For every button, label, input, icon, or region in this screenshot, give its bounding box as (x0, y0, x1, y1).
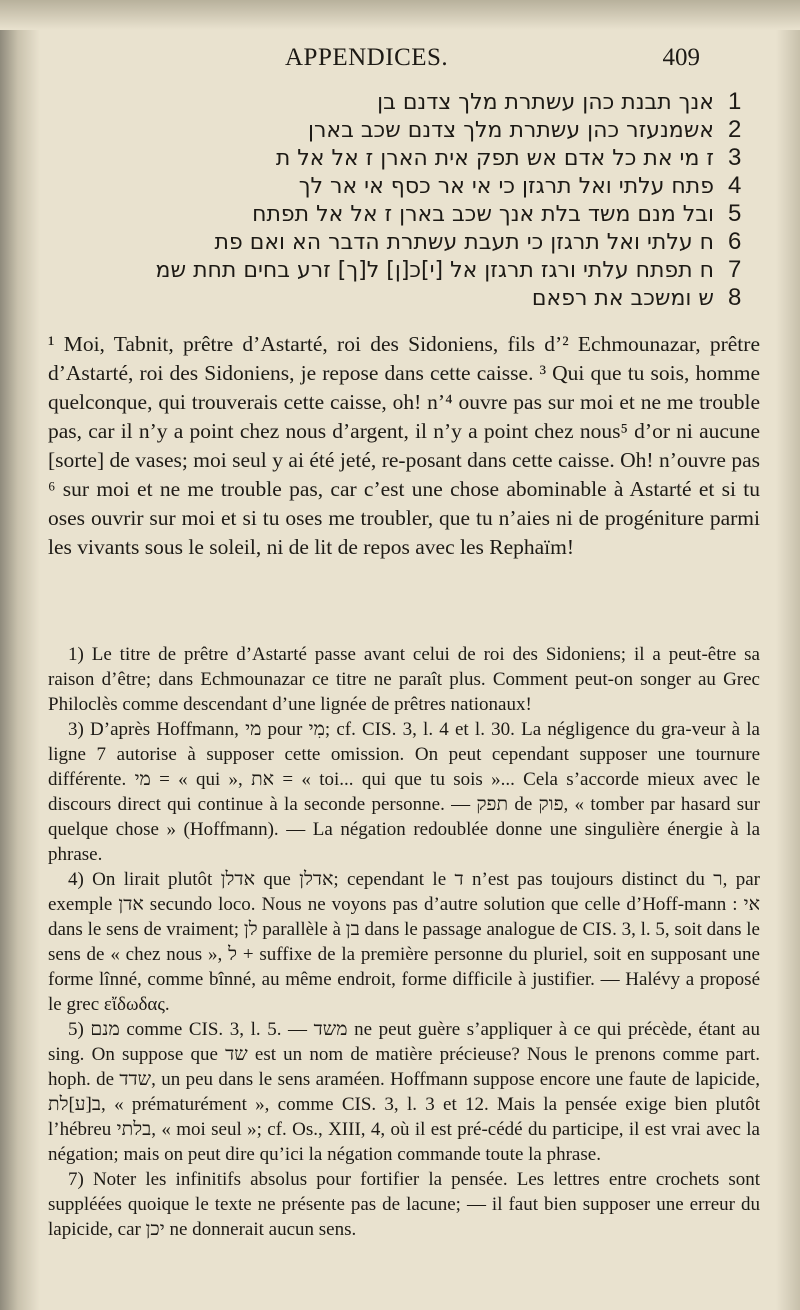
page-number: 409 (662, 44, 700, 71)
line-number: 5 (728, 200, 742, 227)
inscription-line (150, 88, 770, 116)
note-1: 1) Le titre de prêtre d’Astarté passe avant celui de roi des Sidoniens; il a peut-être sa raison d’être; dans Echmounazar ce titre ne paraît plus. Comment peut-on songer au Grec Philoclès comme descendant d’une lignée de prêtres nationaux! (48, 644, 760, 715)
inscription-line (150, 200, 770, 228)
inscription-line (150, 144, 770, 172)
french-translation: ¹ Moi, Tabnit, prêtre d’Astarté, roi des Sidoniens, fils d’² Echmounazar, prêtre d’Astarté, roi des Sidoniens, je repose dans cette caisse. ³ Qui que tu sois, homme quelconque, qui trouverais cette caisse, oh! n’⁴ ouvre pas sur moi et ne me trouble pas, car il n’y a point chez nous d’argent, il n’y a point chez nous⁵ d’or ni aucune [sorte] de vases; moi seul y ai été jeté, re-posant dans cette caisse. Oh! n’ouvre pas ⁶ sur moi et ne me trouble pas, car c’est une chose abominable à Astarté et si tu oses ouvrir sur moi et si tu oses me troubler, que tu n’aies ni de progéniture parmi les vivants sous le soleil, ni de lit de repos avec les Rephaïm! (48, 332, 760, 559)
hebrew-inscription (150, 88, 770, 312)
inscription-line (150, 172, 770, 200)
inscription-text: אשמנעזר כהן עשתרת מלך צדנם שכב בארן (307, 117, 714, 143)
line-number: 3 (728, 144, 742, 171)
inscription-text: ש ומשכב את רפאם (531, 285, 714, 311)
inscription-text: אנך תבנת כהן עשתרת מלך צדנם בן (377, 89, 714, 115)
note-3: 3) D’après Hoffmann, מי pour מִי; cf. CIS. 3, l. 4 et l. 30. La négligence du gra-veur à la ligne 7 autorise à supposer cette omission. On peut cependant supposer une tournure différente. מי = « qui », את = « toi... qui que tu sois »... Cela s’accorde mieux avec le discours direct qui continue à la seconde personne. — תפק de פוק, « tomber par hasard sur quelque chose » (Hoffmann). — La négation redoublée donne une singulière énergie à la phrase. (48, 719, 761, 865)
line-number: 4 (728, 172, 742, 199)
running-title: APPENDICES. (285, 44, 449, 71)
line-number: 2 (728, 116, 742, 143)
line-number: 7 (728, 256, 742, 283)
page-edge-shadow-top (0, 0, 800, 30)
line-number: 6 (728, 228, 742, 255)
commentary-notes (48, 642, 760, 1242)
inscription-line (150, 284, 770, 312)
note-5: 5) מנם comme CIS. 3, l. 5. — משד ne peut guère s’appliquer à ce qui précède, étant au sing. On suppose que שד est un nom de matière précieuse? Nous le prenons comme part. hoph. de שדד, un peu dans le sens araméen. Hoffmann suppose encore une faute de lapicide, ב[ע]לת, « prématurément », comme CIS. 3, l. 3 et 12. Mais la pensée exige bien plutôt l’hébreu בלתי, « moi seul »; cf. Os., XIII, 4, où il est pré-cédé du participe, il est vrai avec la négation; mais on peut dire qu’ici la négation commande toute la phrase. (48, 1019, 760, 1165)
note-7: 7) Noter les infinitifs absolus pour fortifier la pensée. Les lettres entre crochets sont suppléées quoique le texte ne présente pas de lacune; — il faut bien supposer une erreur du lapicide, car יכן ne donnerait aucun sens. (48, 1169, 760, 1240)
inscription-text: ח תפתח עלתי ורגז תרגזן אל [י]כ[ן] ל[ך] זרע בחים תחת שמ (155, 257, 714, 283)
inscription-line (150, 256, 770, 284)
page-edge-shadow-left (0, 0, 40, 1310)
inscription-text: ובל מנם משד בלת אנך שכב בארן ז אל אל תפתח (252, 201, 714, 227)
inscription-line (150, 116, 770, 144)
line-number: 1 (728, 88, 742, 115)
line-number: 8 (728, 284, 742, 311)
inscription-line (150, 228, 770, 256)
note-4: 4) On lirait plutôt אדלן que אדלן; cependant le ד n’est pas toujours distinct du ר, par exemple אדן secundo loco. Nous ne voyons pas d’autre solution que celle d’Hoff-mann : אי dans le sens de vraiment; לן parallèle à בן dans le passage analogue de CIS. 3, l. 5, soit dans le sens de « chez nous », ל + suffixe de la première personne du pluriel, soit en supposant une forme lînné, comme bînné, au même endroit, forme difficile à justifier. — Halévy a proposé le grec εἴδωδας. (48, 869, 760, 1015)
inscription-text: ז מי את כל אדם אש תפק אית הארן ז אל אל ת (275, 145, 714, 171)
running-head (285, 44, 700, 80)
page-edge-shadow-right (776, 0, 800, 1310)
inscription-text: פתח עלתי ואל תרגזן כי אי אר כסף אי אר לך (298, 173, 714, 199)
inscription-text: ח עלתי ואל תרגזן כי תעבת עשתרת הדבר הא ואם פת (214, 229, 714, 255)
